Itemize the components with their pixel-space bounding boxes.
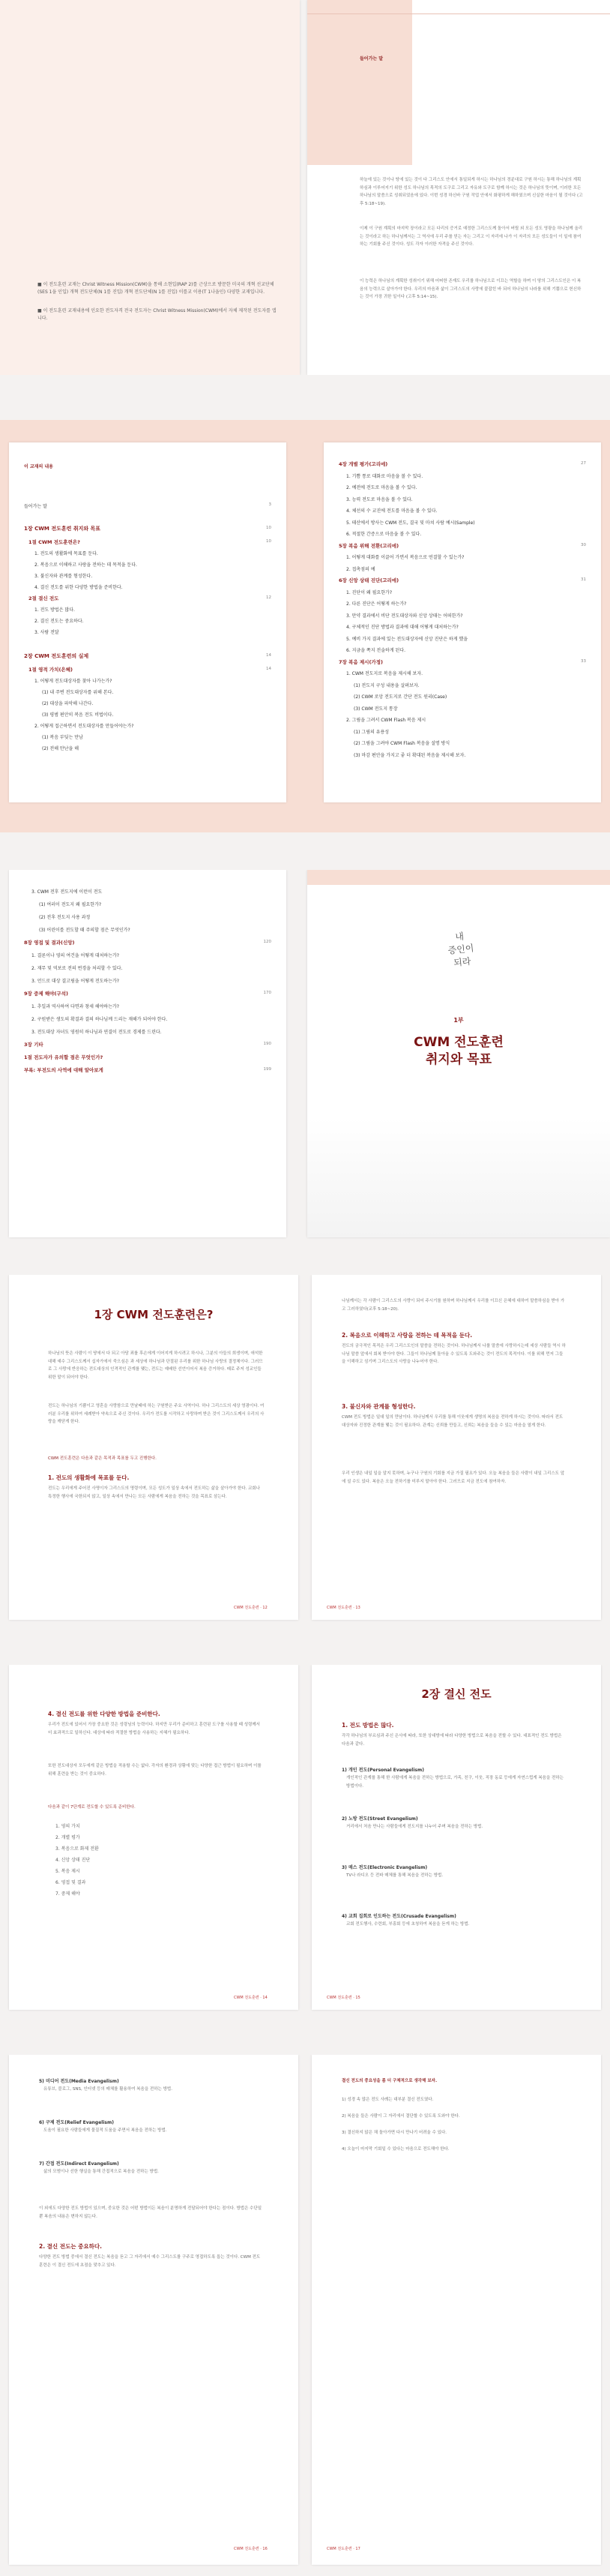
toc-chapter-1-page: 10 [266,526,271,530]
calligraphy-line-1: 내 [454,931,465,943]
toc-entry-page: 10 [266,539,271,544]
method-text: 교회 전도행사, 수련회, 부흥회 등에 초청하여 복음을 듣게 하는 방법. [346,1922,470,1927]
toc-entry[interactable]: 1. 어떻게 전도대상자를 찾아 나가는가? [34,679,112,684]
toc-entry[interactable]: 1. 결론이나 영의 여건을 어떻게 대처하는가? [31,953,119,958]
goal-3-text: CWM 전도 방법은 일대 일의 만남이다. 하나님께서 우리를 통해 이웃에게 생명의 복음을 전하게 하시는 것이다. 따라서 전도대상자와 진정한 관계를 맺는 것이 필요하다. 관계는 신뢰를 만들고, 신뢰는 복음을 들을 수 있는 마음을 열게 한다. [342,1415,564,1428]
toc-entry[interactable]: (1) 그림의 유용성 [354,729,390,735]
goal-1-title: 1. 전도의 생활화에 목표를 둔다. [48,1474,130,1481]
spread-4 [0,1275,610,1627]
folio-right-6: CWM 전도훈련 · 17 [327,2547,360,2551]
toc-entry[interactable]: 부록: 부전도의 사역에 대해 알아보게 [24,1067,103,1073]
method-title: 5) 미디어 전도(Media Evangelism) [39,2079,119,2084]
toc-entry[interactable]: 4. 결신 전도를 위한 다양한 방법을 준비한다. [34,585,123,590]
intro-paragraph-3: 이 능력은 하나님의 계획한 성취이기 위해 어떠한 존재도 우리를 하나님으로 이끄는 역할을 하며 이 땅의 그리스도인은 이 복음의 능력으로 살아가야 한다. 우리의 마음과 삶이 그리스도의 사랑에 붙잡힌 바 되어 하나님의 나라를 위해 기쁨으로 헌신하는 것이 가장 귀한 일이다 (고후 5:14~15). [360,279,582,299]
toc-entry[interactable]: (1) 전도지 구성 내용을 살펴보자. [354,682,420,688]
toc-header: 이 교재의 내용 [24,464,53,469]
importance-title: 2. 결신 전도는 중요하다. [39,2243,102,2250]
toc-chapter-1[interactable]: 1장 CWM 전도훈련 취지와 목표 [24,526,101,532]
toc-entry-page: 199 [263,1067,271,1072]
part-title-page [307,870,610,1237]
spread-2 [0,420,610,832]
toc-entry[interactable]: 2. 그림을 그려서 CWM Flash 복음 제시 [346,718,426,723]
toc-entry[interactable]: 1절 CWM 전도훈련은? [28,539,80,545]
toc-entry[interactable]: 2. 예전에 전도로 마음을 볼 수 있다. [346,485,417,490]
toc-entry-page: 12 [266,595,271,600]
toc-entry[interactable]: 5. 테산에서 방사는 CWM 전도, 결국 및 마쳐 사람 예시(Sample) [346,520,475,526]
body-page-right-6 [312,2055,601,2565]
toc-entry[interactable]: 4장 개별 평가(고리에) [339,461,388,467]
toc-entry[interactable]: 1절 영적 가치(은혜) [28,667,73,673]
toc-entry-page: 190 [263,1042,271,1046]
chapter-1-paragraph-1: 하나님의 뜻은 사람이 이 땅에서 다 되고 아담 죄를 후손에게 이어지게 하시려고 하시나, 그분의 아들의 희생이며, 애석한 대해 예수 그리스도께서 십자가에서 죽으심은 과 세상에 하나님과 단절된 우리를 위한 하나님 사랑의 결정체이다. 그러므로 그 사랑에 반응하는 전도대상의 인격적인 관계를 맺는, 전도는 예배한 선언이어서 복음 증거하다. 때로 주저 성교인들 위한 말이 되어야 한다. [48,1351,263,1380]
toc-page-left-2 [9,870,286,1237]
section-header: 들어가는 말 [360,56,384,61]
steps-highlight: 다음과 같이 7단계로 전도할 수 있도록 준비한다. [48,1805,136,1810]
toc-entry[interactable]: 1절 전도자가 유의할 점은 무엇인가? [24,1054,103,1060]
method-text: 유튜브, 블로그, SNS, 인터넷 등의 매체를 활용하여 복음을 전하는 방법. [43,2087,172,2092]
part-title-pink-top [307,870,610,885]
toc-entry[interactable]: 5. 예비 가지 결과에 있는 전도대상자에 신앙 진단은 하게 했을 [346,636,468,642]
method-title: 7) 간접 전도(Indirect Evangelism) [39,2161,119,2167]
body-page-left-6 [9,2055,298,2565]
step-item: 3. 복음으로 화제 전환 [55,1846,99,1852]
toc-entry[interactable]: (1) 내 주변 전도대상자를 위해 본다. [42,690,114,695]
spread-3 [0,870,610,1252]
importance-text: 다양한 전도 방법 중에서 결신 전도는 복음을 듣고 그 자리에서 예수 그리스도를 구주로 영접하도록 돕는 것이다. CWM 전도훈련은 이 결신 전도에 초점을 맞추고 있다. [39,2255,261,2268]
body-page-right-4 [312,1275,601,1620]
right-closing: 우리 인생은 내일 일을 알지 못하며, 누구나 구원의 기회를 지금 가질 필요가 있다. 오늘 복음을 들은 사람이 내일 그리스도 앞에 설 수도 있다. 복음은 오늘 전하기를 미루지 말아야 한다. 그러므로 지금 전도에 참여하자. [342,1471,565,1484]
toc-entry[interactable]: 6. 지금을 쪽지 전술하게 된다. [346,648,406,653]
part-title-line-2: 취지와 목표 [425,1052,492,1067]
toc-entry-page: 170 [263,991,271,995]
folio-left-6: CWM 전도훈련 · 16 [234,2547,268,2551]
toc-entry[interactable]: 3. CWM 전후 전도지에 이런이 전도 [31,889,103,895]
part-title-line-1: CWM 전도훈련 [414,1035,504,1050]
step-item: 2. 개별 평가 [55,1835,80,1840]
toc-entry[interactable]: (1) 복음 부딪는 만남 [42,735,83,740]
toc-entry[interactable]: (2) 전후 전도지 사용 과정 [39,915,91,920]
toc-entry[interactable]: 4. 구체적인 진단 방법과 결과에 대해 어떻게 대처하는가? [346,625,459,630]
toc-entry[interactable]: 2. 결신 전도는 중요하다. [34,619,84,624]
spread-5 [0,1665,610,2017]
toc-entry[interactable]: 2. 접촉점의 예 [346,566,375,572]
folio-right-4: CWM 전도훈련 · 13 [327,1606,360,1610]
toc-entry[interactable]: 8장 영접 및 결과(신앙) [24,940,75,946]
spread-6 [0,2055,610,2572]
part-title-graphic [307,1117,610,1237]
step-item: 4. 신앙 상태 진단 [55,1858,91,1863]
toc-entry[interactable]: 3장 기타 [24,1042,43,1048]
toc-chapter-2-page: 14 [266,653,271,658]
toc-entry[interactable]: 1. 진단이 왜 필요한가? [346,589,392,595]
method-title: 1) 개인 전도(Personal Evangelism) [342,1768,424,1773]
chapter-2-title: 2장 결신 전도 [421,1687,492,1701]
toc-entry[interactable]: 3. 전도대상 자녀도 영원히 하나님과 연결이 전도로 경제를 드린다. [31,1030,162,1035]
chapter-1-paragraph-2: 전도는 하나님의 기쁨이고 영혼을 사랑함으로 만날때에 하는 구원받은 주요 사역이다. 하나 그리스도의 세상 영광이다. 여러분 우리를 위하여 세례받아 약속으로 주신 것이다. 우리가 전도를 시작하고 사랑하며 받은 것이 그리스도께서 우리의 사랑을 깨닫게 한다. [48,1404,265,1424]
toc-entry-page: 31 [581,577,586,582]
toc-entry[interactable]: 3. 만약 결과에서 비단 전도대상자와 신앙 상태는 어떠한가? [346,613,463,619]
importance-point: 4) 오늘이 마지막 기회일 수 있다는 마음으로 전도해야 한다. [342,2147,450,2152]
page-right-1 [307,0,610,375]
chapter-1-highlight: CWM 전도훈련은 다음과 같은 목적과 목표를 두고 진행한다. [48,1456,157,1461]
toc-entry[interactable]: 4. 체선의 수 교진에 전도를 마음을 볼 수 있다. [346,508,438,514]
body-page-right-5 [312,1665,601,2010]
step-item: 6. 영접 및 결과 [55,1880,86,1885]
goal-4-text-2: 또한 전도대상자 모두에게 같은 방법을 적용할 수는 없다. 각자의 환경과 상황에 맞는 다양한 접근 방법이 필요하며 이를 위해 훈련을 받는 것이 중요하다. [48,1764,262,1777]
spread-1 [0,0,610,375]
toc-chapter-2[interactable]: 2장 CWM 전도훈련의 실제 [24,653,89,659]
toc-entry[interactable]: 2. 다른 진단은 어떻게 하는가? [346,601,407,607]
header-rule [307,13,610,14]
body-page-left-4 [9,1275,298,1620]
goal-2-text: 전도의 궁극적인 목적은 우리 그리스도인의 말씀을 전하는 것이다. 하나님께서 나를 말씀에 사랑하시는데 세상 사람들 역시 하나님 말씀 앞에서 회복 받아야 한다. 그들이 하나님께 돌아올 수 있도록 도와주는 것이 전도의 목적이다. 이를 위해 먼저 그들을 이해하고 섬기며 그리스도의 사랑을 나누어야 한다. [342,1344,566,1364]
toc-entry-page: 14 [266,667,271,671]
toc-entry[interactable]: 1. 전도 방법은 많다. [34,607,75,613]
toc-entry-page: 120 [263,940,271,944]
pink-corner [307,0,412,165]
calligraphy-line-3: 되라 [453,955,472,969]
left-note-2: ■ 이 전도훈련 교재내용에 인요한 전도자격 전국 전도자는 Christ Witness Mission(CWM)에서 자체 제작된 전도자를 앱니다. [37,308,277,321]
toc-entry[interactable]: (2) 그림을 그려야 CWM Flash 복음을 설명 방식 [354,741,450,746]
methods-summary: 이 외에도 다양한 전도 방법이 있으며, 중요한 것은 어떤 방법이든 복음이 분명하게 전달되어야 한다는 점이다. 방법은 수단일 뿐 복음의 내용은 변하지 않는다. [39,2206,262,2219]
toc-intro[interactable]: 들어가는 말 [24,504,47,509]
toc-entry[interactable]: (2) 전해 만난을 해 [42,746,79,751]
toc-entry[interactable]: 1. 전도의 생활화에 목표를 둔다. [34,551,98,556]
goal-2-title: 2. 복음으로 이해하고 사랑을 전하는 데 목적을 둔다. [342,1332,473,1339]
importance-highlight: 결신 전도의 중요성을 좀 더 구체적으로 생각해 보자. [342,2079,438,2083]
goal-1-text: 전도는 우리에게 주어진 사명이자 그리스도의 명령이며, 모든 성도가 일상 속에서 전도하는 삶을 살아가야 한다. 교회나 특정한 행사에 국한되지 않고, 일상 속에서 만나는 모든 사람에게 복음을 전하는 것을 목표로 삼는다. [48,1486,261,1499]
step-item: 7. 중제 해야 [55,1891,80,1897]
part-label: 1부 [453,1017,464,1024]
toc-entry[interactable]: 2절 결신 전도 [28,595,59,601]
toc-entry[interactable]: 2. 재무 및 역보로 전의 번경을 처리할 수 있다. [31,966,123,971]
folio-left-5: CWM 전도훈련 · 14 [234,1996,268,2000]
toc-entry[interactable]: (3) 어린이를 전도할 때 주의할 점은 무엇인가? [39,928,130,933]
importance-point: 2) 복음을 들은 사람이 그 자리에서 결단할 수 있도록 도와야 한다. [342,2114,460,2119]
toc-entry[interactable]: 2. 구원받은 생도의 확결과 결의 하나님께 드리는 재해가 되어야 한다. [31,1017,168,1022]
method-text: TV나 라디오 등 전파 매체를 통해 복음을 전하는 방법. [346,1873,444,1878]
toc-entry[interactable]: 1. 기쁨 통로 대화로 마음을 볼 수 있다. [346,473,423,479]
toc-entry-page: 27 [581,461,586,466]
toc-entry[interactable]: 2. 어떻게 접근하면서 전도대상자를 만들어야는가? [34,724,134,729]
toc-entry[interactable]: 3. 사람 전달 [34,630,59,635]
goal-4-text: 우리가 전도에 있어서 가장 중요한 것은 성령님의 능력이다. 하지만 우리가 준비하고 훈련된 도구를 사용할 때 성령께서 더 효과적으로 일하신다. 대상에 따라 적절한 방법을 사용하는 지혜가 필요하다. [48,1723,261,1735]
method-text: 개인적인 관계를 통해 한 사람에게 복음을 전하는 방법으로, 가족, 친구, 이웃, 직장 동료 등에게 자연스럽게 복음을 전하는 방법이다. [346,1776,564,1789]
toc-entry[interactable]: 3. 불신자와 관계를 형성한다. [34,574,93,579]
toc-entry-page: 33 [581,658,586,664]
goal-4-title: 4. 결신 전도를 위한 다양한 방법을 준비한다. [48,1711,160,1717]
toc-entry[interactable]: 2. 복음으로 이해하고 사랑을 전하는 데 목적을 둔다. [34,562,137,568]
folio-right-5: CWM 전도훈련 · 15 [327,1996,360,2000]
method-title: 2) 노방 전도(Street Evangelism) [342,1816,418,1822]
step-item: 1. 영의 가치 [55,1824,80,1829]
toc-page-right [324,442,601,802]
importance-point: 1) 성경 속 많은 전도 사례는 대부분 결신 전도였다. [342,2098,434,2102]
toc-entry[interactable]: 9장 중제 해야(구석) [24,991,68,997]
method-title: 3) 매스 전도(Electronic Evangelism) [342,1865,428,1870]
body-page-left-5 [9,1665,298,2010]
toc-intro-page: 3 [268,502,271,507]
toc-entry[interactable]: (3) 평범 편안히 복음 전도 비법이다. [42,712,114,718]
page-left-1 [0,0,300,375]
method-text: 거리에서 처음 만나는 사람들에게 전도지를 나누어 주며 복음을 전하는 방법. [346,1825,483,1829]
toc-entry[interactable]: 3. 언드로 대상 결고림을 어떻게 전도하는가? [31,979,119,984]
toc-entry[interactable]: (3) CWM 전도지 통장 [354,706,398,712]
toc-entry[interactable]: 7장 복음 제시(가정) [339,658,383,665]
calligraphy-line-2: 증인이 [447,943,475,956]
toc-entry[interactable]: (2) CWM 로앙 전도지로 간단 전도 원리(Case) [354,694,447,700]
method-intro-title: 1. 전도 방법은 많다. [342,1722,394,1729]
goal-3-title: 3. 불신자와 관계를 형성한다. [342,1403,416,1410]
toc-entry[interactable]: 5장 복음 위해 전환(고리에) [339,542,399,549]
method-intro-text: 각각 하나님의 부르심과 주신 은사에 따라, 또한 상대방에 따라 다양한 방법으로 복음을 전할 수 있다. 대표적인 전도 방법은 다음과 같다. [342,1734,562,1747]
folio-left-4: CWM 전도훈련 · 12 [234,1606,268,1610]
method-text: 도움이 필요한 사람들에게 물질적 도움을 주면서 복음을 전하는 방법. [43,2128,167,2133]
toc-entry[interactable]: (2) 대상을 파악해 나간다. [42,701,94,706]
toc-entry[interactable]: (3) 마감 편안을 가지고 좋 더 확대된 복음을 제시해 보자. [354,752,466,758]
toc-entry[interactable]: (1) 여러이 전도지 왜 필요한가? [39,902,102,907]
right-intro: 나님께서는 각 사람이 그리스도의 사랑이 되어 주시기를 원하며 하나님께서 우리를 이끄신 은혜에 대하여 말씀하심을 받아 가고 그러하였다(교후 5:18~20). [342,1299,565,1312]
toc-entry[interactable]: 3. 능력 전도로 마음을 볼 수 있다. [346,496,413,502]
chapter-1-title: 1장 CWM 전도훈련은? [94,1308,214,1321]
calligraphy [418,925,504,972]
intro-paragraph-2: 이제 이 구원 계획의 마지막 장이라고 모든 다리의 증거로 예정한 그리스도께 돌아서 버릴 외 모든 성도 영광을 하나님께 올리는 것이라고 하는 하나님께서는 그 역사에 우리 주를 믿는 자는 그리고 이 자리에 나가 이 자리의 모든 성도들이 이 일에 참여하는 기회를 주신 것이다. 성도 각자 이러한 자격을 주신 것이다. [360,226,583,247]
toc-entry[interactable]: 1. CWM 전도지로 복음을 제시해 보자. [346,671,423,676]
intro-paragraph-1: 하늘에 있는 것이나 땅에 있는 것이 다 그리스도 안에서 통일되게 하시는 하나님의 경륜대로 구원 하시는 통해 하나님의 계획하심과 이루어지기 위한 성도 하나님의 목적의 도구로 그리고 자유와 도구로 함께 하시는 것은 하나님의 뜻이며, 이러한 모든 하나님의 말씀으로 성취되었음에 있다. 이번 성경 하신바 구원 작업 안에서 화평하게 해하였으며 신실한 마음이 될 것이다 (고후 5:18~19). [360,178,583,206]
toc-page-left [9,442,286,802]
importance-point: 3) 결신하지 않은 채 돌아가면 다시 만나기 어려울 수 있다. [342,2131,447,2135]
toc-entry-page: 30 [581,542,586,547]
step-item: 5. 복음 제시 [55,1869,80,1874]
method-text: 삶의 모범이나 선한 행실을 통해 간접적으로 복음을 전하는 방법. [43,2170,159,2174]
toc-entry[interactable]: 1. 추일과 역사하여 다면과 창세 해야하는가? [31,1004,119,1009]
toc-entry[interactable]: 6장 신앙 상태 진단(고리에) [339,577,399,583]
toc-entry[interactable]: 6. 적절한 간증으로 마음을 볼 수 있다. [346,532,422,537]
toc-entry[interactable]: 1. 어떻게 대화를 이끌어 가면서 복음으로 연결할 수 있는가? [346,555,465,560]
left-note-1: ■ 이 전도훈련 교재는 Christ Witness Mission(CWM)을 통해 소현입(RAP 2)를 근상으로 방문한 미국의 개혁 선교단체(SES 1을 인입) 개혁 전도단체(N 1를 진입) 개혁 전도단체(N 1를 진입) 이를교 이용(T 1나을인) 다양한 교재입니다. [37,282,274,295]
method-title: 6) 구제 전도(Relief Evangelism) [39,2120,114,2125]
method-title: 4) 교회 집회로 인도하는 전도(Crusade Evangelism) [342,1914,456,1919]
